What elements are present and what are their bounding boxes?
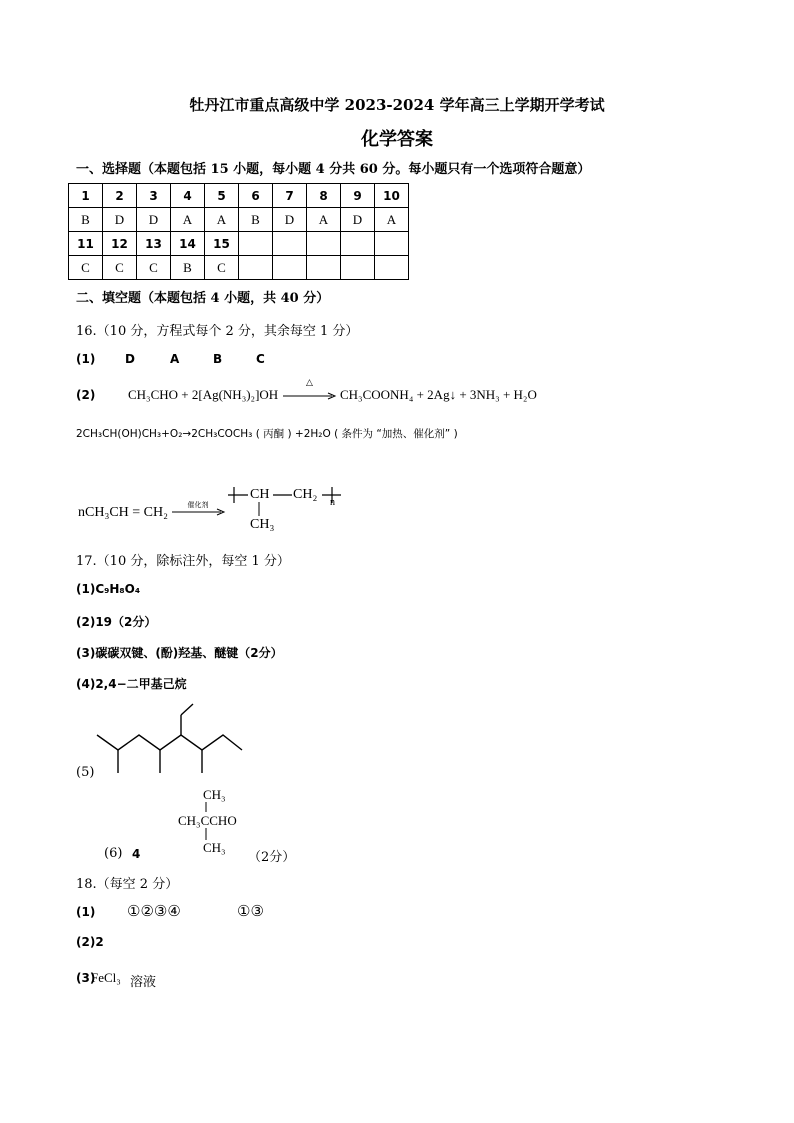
answer-table-cell (341, 232, 375, 256)
equation-3-arrow-icon (171, 508, 227, 516)
q17-answer-4: (4)2,4−二甲基己烷 (76, 677, 187, 691)
q16-header: 16.（10 分，方程式每个 2 分，其余每空 1 分） (76, 324, 359, 339)
equation-3-condition: 催化剂 (187, 501, 209, 509)
q18-part1-answer-b: ①③ (237, 902, 264, 920)
answer-table-cell: D (341, 208, 375, 232)
aldehyde-ch3-bottom: CH₃ (203, 840, 226, 855)
q17-part5-label: (5) (76, 765, 95, 780)
q18-part1-label: (1) (76, 905, 96, 919)
section-heading-fill: 二、填空题（本题包括 4 小题，共 40 分） (76, 291, 330, 306)
aldehyde-main-chain: CH₃CCHO (178, 813, 237, 828)
answer-table-cell (341, 256, 375, 280)
q17-answer-1: (1)C₉H₈O₄ (76, 582, 141, 596)
q16-part2-label: (2) (76, 388, 96, 402)
answer-table-cell: 8 (307, 184, 341, 208)
section-heading-choice: 一、选择题（本题包括 15 小题，每小题 4 分共 60 分。每小题只有一个选项符合题意） (76, 162, 591, 177)
skeletal-structure (90, 698, 250, 778)
answer-table-cell: A (375, 208, 409, 232)
answer-table-cell: 11 (69, 232, 103, 256)
answer-table-cell (307, 256, 341, 280)
q17-answer-3: (3)碳碳双键、(酚)羟基、醚键（2分） (76, 646, 283, 660)
answer-table-cell: B (239, 208, 273, 232)
answer-table-cell: C (103, 256, 137, 280)
answer-table-cell: C (205, 256, 239, 280)
polymer-ch2: CH₂ (293, 487, 318, 502)
answer-table-cell (375, 256, 409, 280)
q16-answer-2: A (170, 352, 180, 366)
answer-table-cell: 10 (375, 184, 409, 208)
polypropylene-structure (226, 484, 346, 530)
equation-3-reactant: nCH₃CH = CH₂ (78, 505, 169, 520)
q16-answer-3: B (213, 352, 223, 366)
answer-table-cell: 4 (171, 184, 205, 208)
polymer-n: n (330, 497, 335, 508)
q16-answer-4: C (256, 352, 265, 366)
answer-table-cell: 3 (137, 184, 171, 208)
answer-table-cell: 1 (69, 184, 103, 208)
answer-table-cell: D (273, 208, 307, 232)
answer-table-cell: 13 (137, 232, 171, 256)
answer-table-cell (239, 232, 273, 256)
q18-part3-formula: FeCl₃ (91, 970, 121, 985)
equation-2: 2CH₃CH(OH)CH₃+O₂→2CH₃COCH₃ ( 丙酮 ) +2H₂O ( 条件为 “加热、催化剂” ) (76, 428, 458, 440)
answer-table-cell: B (171, 256, 205, 280)
q17-header: 17.（10 分，除标注外，每空 1 分） (76, 554, 290, 569)
answer-table-cell: 2 (103, 184, 137, 208)
answer-table-cell: 14 (171, 232, 205, 256)
answer-table-cell: C (137, 256, 171, 280)
answer-table-cell: 15 (205, 232, 239, 256)
q17-part6-score: （2分） (248, 850, 296, 865)
q17-answer-2: (2)19（2分） (76, 615, 157, 629)
q18-part3-label: (3) (76, 971, 96, 985)
answer-table-row (69, 232, 409, 256)
equation-1-condition: △ (306, 378, 313, 388)
q16-answer-1: D (125, 352, 135, 366)
answer-table-cell: A (205, 208, 239, 232)
page-title: 牡丹江市重点高级中学 2023-2024 学年高三上学期开学考试 (189, 96, 605, 114)
polymer-ch: CH (250, 487, 270, 502)
answer-table-cell: A (171, 208, 205, 232)
q18-header: 18.（每空 2 分） (76, 877, 179, 892)
answer-table-cell: D (103, 208, 137, 232)
answer-table-cell: D (137, 208, 171, 232)
answer-table (68, 183, 409, 280)
answer-table-cell (273, 256, 307, 280)
answer-table-cell: C (69, 256, 103, 280)
equation-1-arrow-icon (282, 392, 338, 400)
answer-table-cell (239, 256, 273, 280)
answer-table-cell: 6 (239, 184, 273, 208)
answer-table-cell: B (69, 208, 103, 232)
answer-table-cell: 9 (341, 184, 375, 208)
q17-part6-label: (6) (104, 846, 123, 861)
answer-table-cell: A (307, 208, 341, 232)
answer-table-row (69, 256, 409, 280)
answer-table-cell (273, 232, 307, 256)
q16-part1-label: (1) (76, 352, 96, 366)
equation-1-products: CH₃COONH₄ + 2Ag↓ + 3NH₃ + H₂O (340, 387, 537, 402)
polymer-ch3: CH₃ (250, 517, 275, 532)
answer-table-cell: 5 (205, 184, 239, 208)
q17-part6-value: 4 (132, 847, 141, 861)
answer-table-row (69, 208, 409, 232)
equation-1-reactants: CH₃CHO + 2[Ag(NH₃)₂]OH (128, 387, 279, 402)
q18-part1-answer-a: ①②③④ (127, 902, 181, 920)
q18-answer-2: (2)2 (76, 935, 104, 949)
answer-table-cell: 7 (273, 184, 307, 208)
answer-table-cell: 12 (103, 232, 137, 256)
page-subtitle: 化学答案 (361, 129, 433, 150)
answer-table-cell (375, 232, 409, 256)
q18-part3-text: 溶液 (130, 975, 157, 990)
answer-table-row (69, 184, 409, 208)
aldehyde-ch3-top: CH₃ (203, 787, 226, 802)
answer-table-cell (307, 232, 341, 256)
